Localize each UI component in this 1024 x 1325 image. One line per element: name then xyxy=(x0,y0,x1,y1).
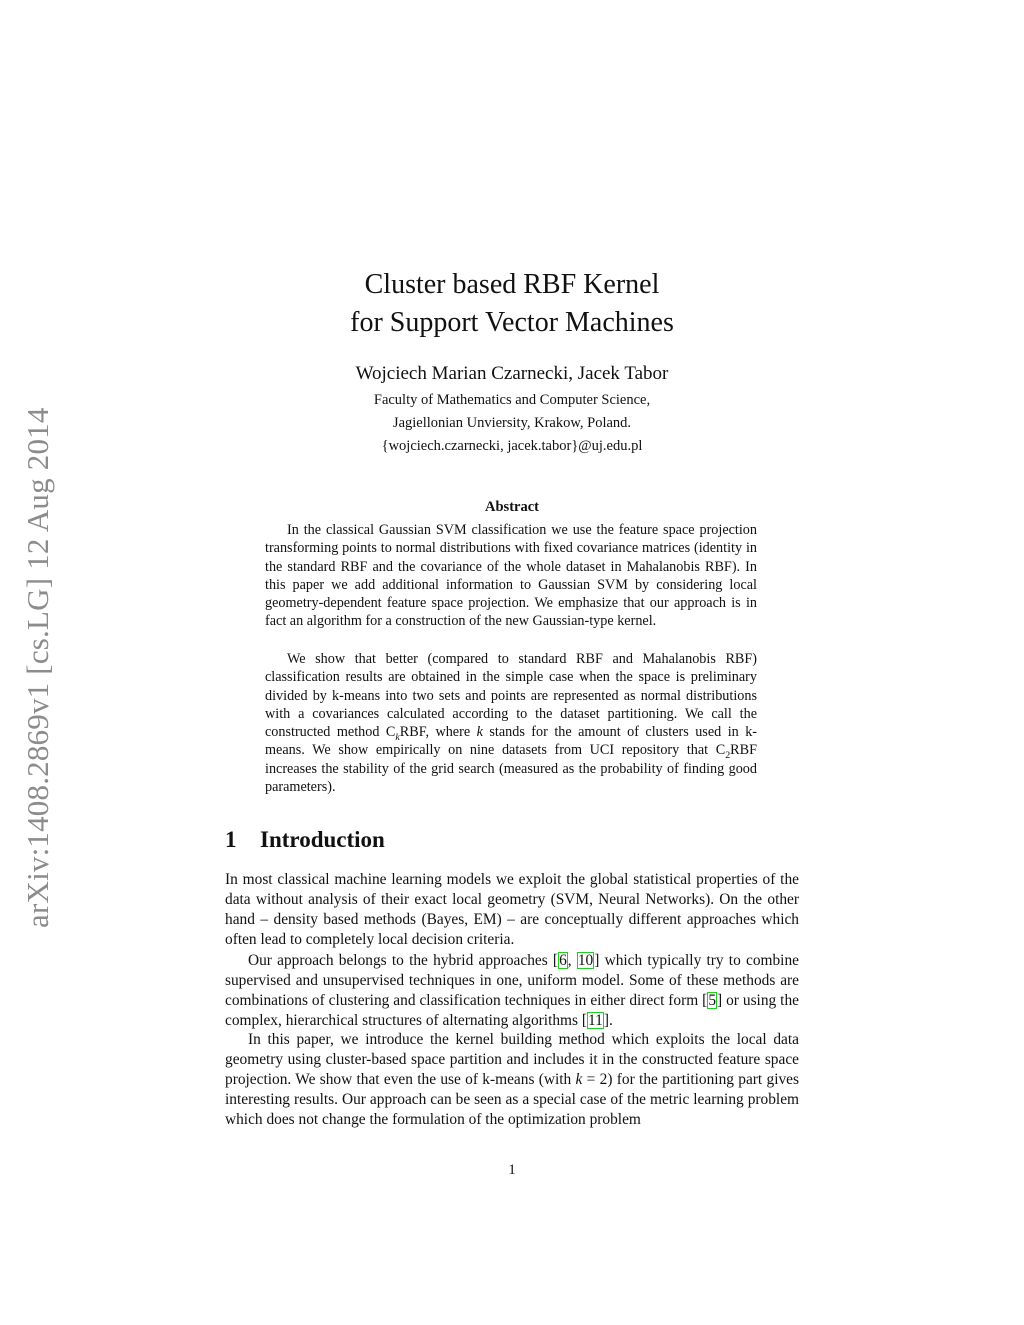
abstract-paragraph-2-text xyxy=(265,650,757,796)
intro-p2-text-c: ] or using the complex, hierarchical structures of alternating algorithms [ xyxy=(225,992,799,1029)
intro-paragraph-2-text xyxy=(225,951,799,1031)
intro-paragraph-2 xyxy=(225,951,799,1031)
abstract-p2-text-c: stands for the amount of clusters used in k-means. We show empirically on nine datasets from UCI repository that C xyxy=(265,724,758,759)
citation-link-11[interactable]: 11 xyxy=(587,1012,603,1029)
title-line-2: for Support Vector Machines xyxy=(350,307,674,338)
abstract-heading: Abstract xyxy=(485,499,539,515)
author-emails: {wojciech.czarnecki, jacek.tabor}@uj.edu.pl xyxy=(381,438,643,454)
abstract-variable-k: k xyxy=(476,724,483,741)
abstract-subscript-2: 2 xyxy=(725,750,731,762)
abstract-paragraph-1-text: In the classical Gaussian SVM classification we use the feature space projection transforming points to normal distributions with fixed covariance matrices (identity in the standard RBF and the covariance of the whole dataset in Mahalanobis RBF). In this paper we add additional information to Gaussian SVM by considering local geometry-dependent feature space projection. We emphasize that our approach is in fact an algorithm for a construction of the new Gaussian-type kernel. xyxy=(265,522,757,630)
abstract-paragraph-1 xyxy=(265,521,757,631)
abstract-p2-text-a: We show that better (compared to standard RBF and Mahalanobis RBF) classification results are obtained in the simple case when the space is preliminary divided by k-means into two sets and points are represented as normal distributions with a covariances calculated according to the dataset partitioning. We call the constructed method C xyxy=(265,651,757,741)
affiliation-line-2: Jagiellonian Unviersity, Krakow, Poland. xyxy=(392,415,632,431)
section-number: 1 xyxy=(225,827,237,852)
citation-separator: , xyxy=(567,952,577,969)
section-title: Introduction xyxy=(260,827,385,852)
abstract-paragraph-2 xyxy=(265,650,757,796)
citation-link-5[interactable]: 5 xyxy=(708,992,717,1009)
intro-paragraph-1 xyxy=(225,870,799,950)
intro-paragraph-1-text: In most classical machine learning models we exploit the global statistical properties of the data without analysis of their exact local geometry (SVM, Neural Networks). On the other hand – density based methods (Bayes, EM) – are conceptually different approaches which often lead to completely local decision criteria. xyxy=(225,871,799,948)
intro-paragraph-3 xyxy=(225,1030,799,1130)
intro-p2-text-b: ] which typically try to combine supervised and unsupervised techniques in one, uniform model. Some of these methods are combinations of clustering and classification techniques in either direct form [ xyxy=(225,952,799,1009)
intro-p2-text-d: ]. xyxy=(603,1012,613,1029)
abstract-p2-text-b: RBF, where xyxy=(399,724,477,741)
citation-link-10[interactable]: 10 xyxy=(577,952,594,969)
abstract-subscript-k: k xyxy=(395,732,400,744)
arxiv-identifier-stamp: arXiv:1408.2869v1 [cs.LG] 12 Aug 2014 xyxy=(20,407,55,928)
intro-paragraph-3-text xyxy=(225,1030,799,1130)
title-line-1: Cluster based RBF Kernel xyxy=(364,269,660,300)
intro-variable-k: k xyxy=(575,1071,583,1088)
paper-title xyxy=(0,266,1024,342)
intro-p3-text-b: ) for the partitioning part gives interesting results. Our approach can be seen as a special case of the metric learning problem which does not change the formulation of the optimization problem xyxy=(225,1071,799,1128)
section-heading-introduction xyxy=(225,825,385,855)
affiliation-line-1: Faculty of Mathematics and Computer Science, xyxy=(373,392,651,408)
intro-p3-text-a: In this paper, we introduce the kernel building method which exploits the local data geometry using cluster-based space partition and includes it in the constructed feature space projection. We show that even the use of k-means (with xyxy=(225,1031,799,1088)
citation-link-6[interactable]: 6 xyxy=(559,952,567,969)
abstract-p2-text-d: RBF increases the stability of the grid search (measured as the probability of finding good parameters). xyxy=(265,742,757,796)
intro-equation-rhs: = 2 xyxy=(582,1071,608,1088)
page-number: 1 xyxy=(508,1162,516,1178)
author-list: Wojciech Marian Czarnecki, Jacek Tabor xyxy=(355,363,669,384)
intro-p2-text-a: Our approach belongs to the hybrid approaches [ xyxy=(248,952,559,969)
